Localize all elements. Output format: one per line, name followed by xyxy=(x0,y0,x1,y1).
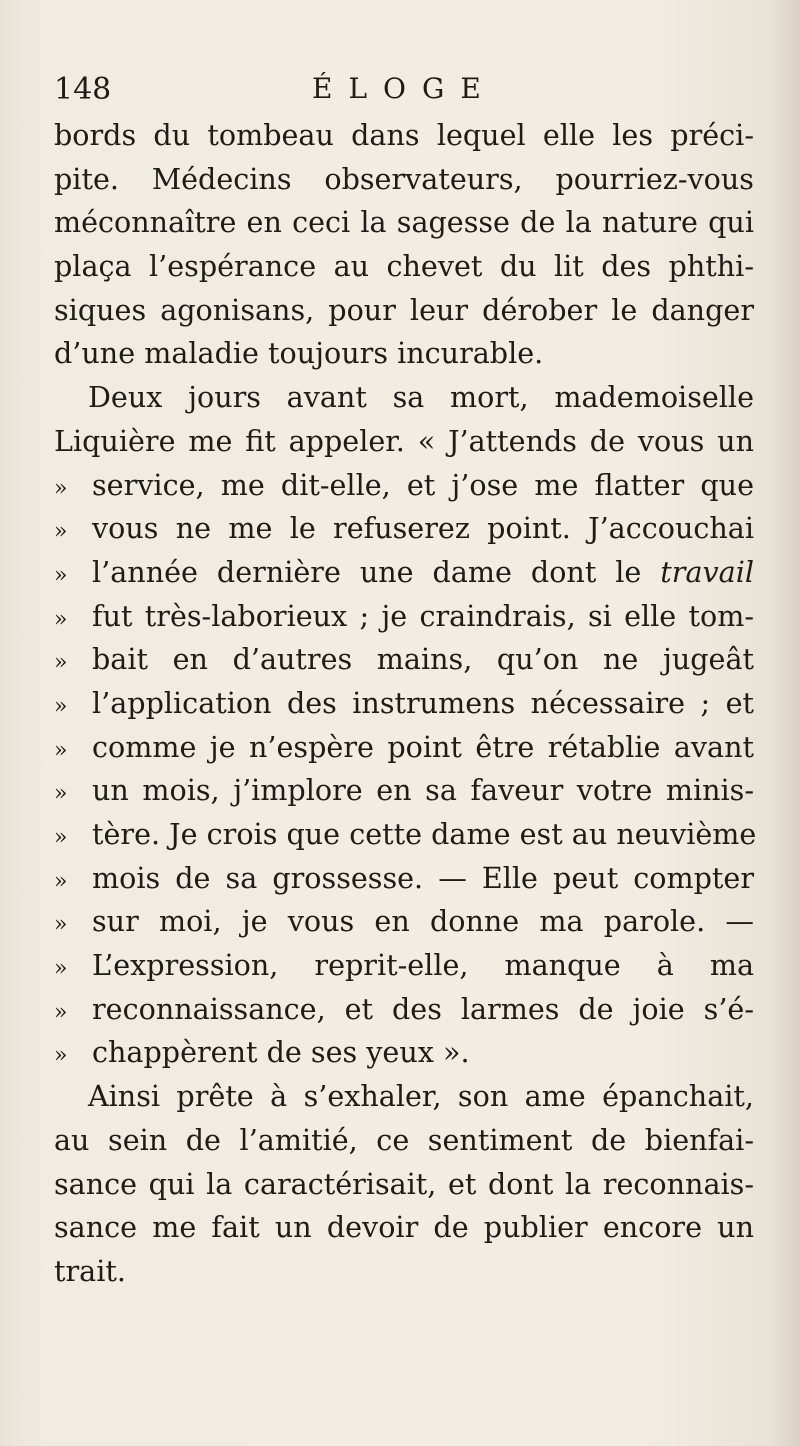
quoted-line xyxy=(54,682,754,726)
quote-mark: » xyxy=(54,825,68,850)
quote-mark: » xyxy=(54,781,68,807)
quoted-line xyxy=(54,813,757,857)
quoted-line xyxy=(54,769,754,813)
quote-mark: » xyxy=(54,912,68,938)
quote-mark: » xyxy=(54,606,68,632)
quoted-text: sur moi, je vous en donne ma parole. — xyxy=(92,904,754,939)
body-text xyxy=(54,114,757,1294)
quote-mark: » xyxy=(54,868,68,894)
text-line: bords du tombeau dans lequel elle les préci- xyxy=(54,118,754,152)
quote-mark: » xyxy=(54,650,68,676)
quoted-line xyxy=(54,726,754,770)
text-line: au sein de l’amitié, ce sentiment de bienfai- xyxy=(54,1122,754,1157)
quoted-text: chappèrent de ses yeux ». xyxy=(92,1035,470,1070)
text-line: trait. xyxy=(54,1253,126,1288)
quoted-line xyxy=(54,857,754,901)
text-line: Ainsi prête à s’exhaler, son ame épanchait, xyxy=(88,1079,754,1114)
quote-mark: » xyxy=(54,475,68,501)
quoted-text: fut très-laborieux ; je craindrais, si elle tom- xyxy=(92,598,754,633)
quoted-line xyxy=(54,638,754,682)
quote-mark: » xyxy=(54,1043,68,1069)
quote-mark: » xyxy=(54,562,68,588)
quoted-text: tère. Je crois que cette dame est au neuvième xyxy=(92,817,757,851)
quoted-line xyxy=(54,1031,754,1075)
quoted-text: un mois, j’implore en sa faveur votre minis- xyxy=(92,773,754,808)
text-line: Liquière me fit appeler. « J’attends de vous un xyxy=(54,423,754,458)
quote-mark: » xyxy=(54,519,68,545)
quoted-text-roman: l’année dernière une dame dont le xyxy=(92,554,661,589)
text-line: pite. Médecins observateurs, pourriez-vous xyxy=(54,161,754,196)
quoted-text: l’application des instrumens nécessaire ; et xyxy=(92,685,754,720)
quoted-line xyxy=(54,551,754,595)
quoted-text: vous ne me le refuserez point. J’accouchai xyxy=(92,511,754,546)
text-line: d’une maladie toujours incurable. xyxy=(54,336,544,371)
quote-mark: » xyxy=(54,737,68,763)
page-number: 148 xyxy=(54,72,112,107)
quoted-line xyxy=(54,988,754,1032)
quoted-line xyxy=(54,507,754,551)
quote-mark: » xyxy=(54,956,68,982)
quoted-text: comme je n’espère point être rétablie avant xyxy=(92,729,754,764)
quoted-line xyxy=(54,464,754,508)
quoted-text xyxy=(92,551,754,595)
italic-word: travail xyxy=(660,554,754,589)
quoted-text: service, me dit-elle, et j’ose me flatter que xyxy=(92,467,754,502)
text-line: sance me fait un devoir de publier encore un xyxy=(54,1210,754,1245)
text-line: siques agonisans, pour leur dérober le danger xyxy=(54,292,754,327)
text-line: plaça l’espérance au chevet du lit des phthi- xyxy=(54,249,754,284)
quote-mark: » xyxy=(54,693,68,719)
quoted-line xyxy=(54,900,754,944)
quoted-line xyxy=(54,595,754,639)
text-line: sance qui la caractérisait, et dont la reconnais- xyxy=(54,1166,754,1201)
quoted-text: bait en d’autres mains, qu’on ne jugeât xyxy=(92,642,754,677)
quote-mark: » xyxy=(54,999,68,1025)
quoted-line xyxy=(54,944,754,988)
text-line: Deux jours avant sa mort, mademoiselle xyxy=(88,380,754,415)
running-head: ÉLOGE xyxy=(312,72,497,105)
quoted-text: reconnaissance, et des larmes de joie s’é- xyxy=(92,991,754,1026)
quoted-text: L’expression, reprit-elle, manque à ma xyxy=(92,948,754,983)
text-line: méconnaître en ceci la sagesse de la nature qui xyxy=(54,205,754,240)
quoted-text: mois de sa grossesse. — Elle peut compter xyxy=(92,860,754,895)
page-header xyxy=(54,72,734,112)
